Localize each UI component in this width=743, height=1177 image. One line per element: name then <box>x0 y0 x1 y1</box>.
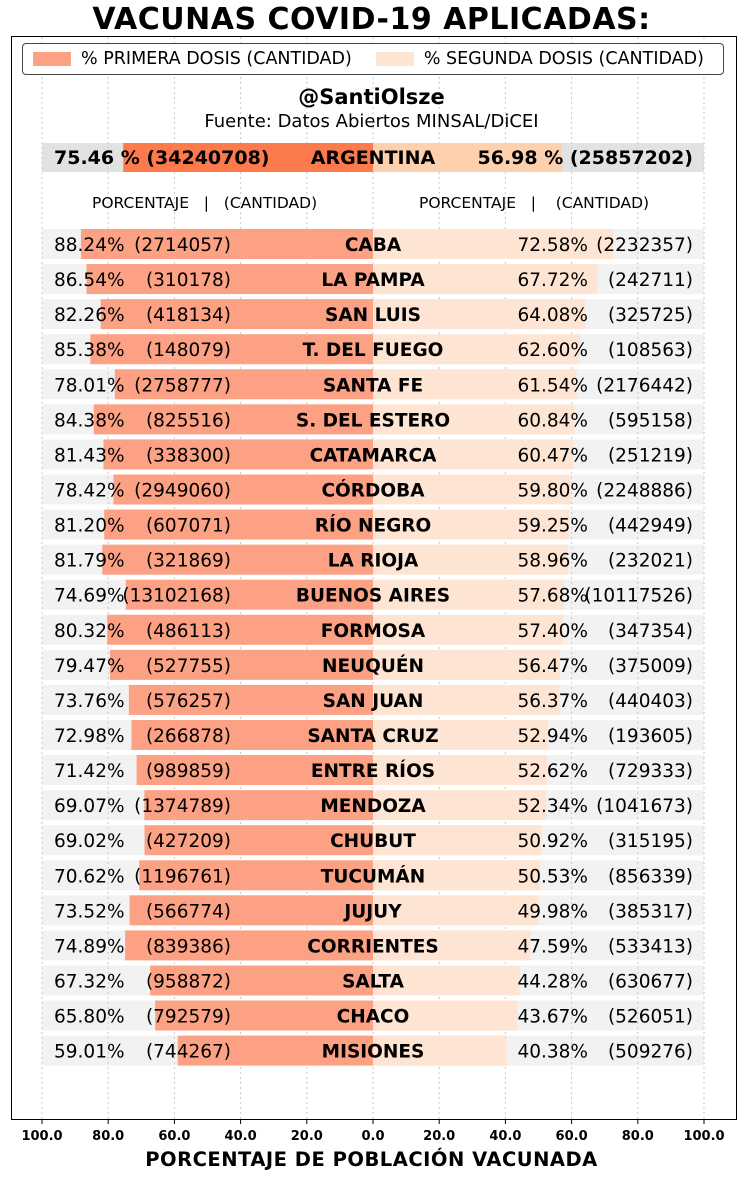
label-second-dose-pct: 57.68% <box>517 585 588 607</box>
label-first-dose-qty: (2949060) <box>134 480 231 502</box>
label-first-dose-qty: (576257) <box>145 690 231 712</box>
province-name: JUJUY <box>344 901 402 923</box>
label-second-dose-pct: 50.92% <box>517 831 588 853</box>
x-tick-label: 60.0 <box>555 1129 588 1144</box>
label-first-dose-qty: (266878) <box>145 725 231 747</box>
label-second-dose-qty: (1041673) <box>596 796 693 818</box>
province-name: CORRIENTES <box>307 936 439 958</box>
label-first-dose-pct: 69.02% <box>54 831 125 853</box>
label-second-dose-qty: (440403) <box>607 690 693 712</box>
province-name: CHACO <box>336 1006 410 1028</box>
province-name: TUCUMÁN <box>320 866 426 888</box>
province-name: SANTA FE <box>322 375 424 397</box>
label-second-dose-pct: 40.38% <box>517 1041 588 1063</box>
label-first-dose-pct: 78.01% <box>54 375 125 397</box>
label-first-dose-qty: (989859) <box>145 761 231 783</box>
label-second-dose-qty: (232021) <box>607 550 693 572</box>
legend-label-first-dose: % PRIMERA DOSIS (CANTIDAD) <box>81 49 352 69</box>
label-second-dose-qty: (533413) <box>607 936 693 958</box>
province-name: SAN LUIS <box>325 305 421 327</box>
label-second-dose-pct: 52.62% <box>517 761 588 783</box>
label-first-dose-qty: (486113) <box>145 620 231 642</box>
label-second-dose-pct: 60.47% <box>517 445 588 467</box>
label-first-dose-pct: 84.38% <box>54 410 125 432</box>
label-second-dose-qty: (347354) <box>607 620 693 642</box>
label-first-dose-qty: (321869) <box>145 550 231 572</box>
label-second-dose-pct: 52.94% <box>517 725 588 747</box>
label-first-dose-pct: 81.20% <box>54 515 125 537</box>
label-second-dose-qty: (509276) <box>607 1041 693 1063</box>
label-second-dose-qty: (729333) <box>607 761 693 783</box>
province-name: CHUBUT <box>330 831 416 853</box>
label-second-dose-pct: 47.59% <box>517 936 588 958</box>
label-first-dose-pct: 85.38% <box>54 340 125 362</box>
label-second-dose-qty: (251219) <box>607 445 693 467</box>
label-first-dose-qty: (1374789) <box>134 796 231 818</box>
label-second-dose-qty: (315195) <box>607 831 693 853</box>
label-first-dose-qty: (958872) <box>145 971 231 993</box>
province-name: NEUQUÉN <box>321 655 425 677</box>
label-second-dose-qty: (325725) <box>607 305 693 327</box>
label-first-dose-qty: (427209) <box>145 831 231 853</box>
label-second-dose-pct: 49.98% <box>517 901 588 923</box>
label-second-dose-pct: 72.58% <box>517 235 588 256</box>
province-name: RÍO NEGRO <box>314 515 432 537</box>
label-first-dose-qty: (1196761) <box>134 866 231 888</box>
label-first-dose-pct: 73.76% <box>54 690 125 712</box>
label-first-dose-pct: 78.42% <box>54 480 125 502</box>
label-second-dose-pct: 59.80% <box>517 480 588 502</box>
label-first-dose-pct: 80.32% <box>54 620 125 642</box>
label-second-dose-qty: (242711) <box>607 270 693 292</box>
x-tick-labels <box>21 1119 724 1144</box>
total-name: ARGENTINA <box>310 147 436 169</box>
label-second-dose-qty: (526051) <box>607 1006 693 1028</box>
data-source: Fuente: Datos Abiertos MINSAL/DiCEI <box>204 111 539 132</box>
label-first-dose-pct: 67.32% <box>54 971 125 993</box>
legend-swatch-second-dose <box>376 52 414 66</box>
label-second-dose-pct: 60.84% <box>517 410 588 432</box>
legend-item-first-dose <box>33 49 352 69</box>
label-second-dose-qty: (442949) <box>607 515 693 537</box>
province-name: T. DEL FUEGO <box>302 340 444 362</box>
label-second-dose-pct: 50.53% <box>517 866 588 888</box>
x-tick-label: 20.0 <box>290 1129 323 1144</box>
label-second-dose-qty: (10117526) <box>584 585 693 607</box>
label-first-dose-pct: 73.52% <box>54 901 125 923</box>
label-first-dose-qty: (2714057) <box>134 235 231 256</box>
label-first-dose-qty: (527755) <box>145 655 231 677</box>
province-name: LA RIOJA <box>327 550 419 572</box>
label-second-dose-pct: 67.72% <box>517 270 588 292</box>
label-first-dose-qty: (744267) <box>145 1041 231 1063</box>
label-first-dose-qty: (148079) <box>145 340 231 362</box>
label-first-dose-pct: 72.98% <box>54 725 125 747</box>
label-first-dose-pct: 71.42% <box>54 761 125 783</box>
label-second-dose-qty: (2232357) <box>596 235 693 256</box>
label-first-dose-pct: 88.24% <box>54 235 125 256</box>
province-name: MENDOZA <box>320 796 426 818</box>
label-first-dose-qty: (566774) <box>145 901 231 923</box>
author-handle: @SantiOlsze <box>298 85 445 109</box>
label-second-dose-pct: 56.37% <box>517 690 588 712</box>
label-first-dose-pct: 69.07% <box>54 796 125 818</box>
province-name: CATAMARCA <box>309 445 437 467</box>
legend <box>22 43 724 75</box>
label-second-dose-pct: 62.60% <box>517 340 588 362</box>
province-name: BUENOS AIRES <box>295 585 451 607</box>
legend-swatch-first-dose <box>33 52 71 66</box>
province-name: LA PAMPA <box>321 270 425 292</box>
x-tick-label: 60.0 <box>158 1129 191 1144</box>
x-tick-label: 40.0 <box>489 1129 522 1144</box>
label-first-dose-pct: 86.54% <box>54 270 125 292</box>
x-tick-label: 100.0 <box>683 1129 725 1144</box>
province-name: ENTRE RÍOS <box>310 761 436 783</box>
label-first-dose-pct: 81.79% <box>54 550 125 572</box>
province-name: SALTA <box>342 971 404 993</box>
label-second-dose-qty: (375009) <box>607 655 693 677</box>
label-first-dose-pct: 70.62% <box>54 866 125 888</box>
column-header-second-dose: PORCENTAJE | (CANTIDAD) <box>419 194 650 212</box>
label-first-dose-pct: 74.69% <box>54 585 125 607</box>
province-name: CÓRDOBA <box>321 480 425 502</box>
province-name: SANTA CRUZ <box>307 725 439 747</box>
label-first-dose-qty: (338300) <box>145 445 231 467</box>
x-tick-label: 80.0 <box>92 1129 125 1144</box>
label-first-dose-pct: 82.26% <box>54 305 125 327</box>
label-second-dose-pct: 64.08% <box>517 305 588 327</box>
label-second-dose-pct: 61.54% <box>517 375 588 397</box>
label-second-dose-qty: (385317) <box>607 901 693 923</box>
x-tick-label: 0.0 <box>361 1129 385 1144</box>
label-first-dose-qty: (607071) <box>145 515 231 537</box>
label-first-dose-qty: (418134) <box>145 305 231 327</box>
label-first-dose-pct: 65.80% <box>54 1006 125 1028</box>
x-axis-label: PORCENTAJE DE POBLACIÓN VACUNADA <box>145 1148 598 1171</box>
label-second-dose-qty: (108563) <box>607 340 693 362</box>
label-first-dose-qty: (13102168) <box>122 585 231 607</box>
column-header-first-dose: PORCENTAJE | (CANTIDAD) <box>92 194 318 212</box>
total-label-second-dose: 56.98 % (25857202) <box>477 147 693 169</box>
label-second-dose-pct: 58.96% <box>517 550 588 572</box>
label-first-dose-pct: 79.47% <box>54 655 125 677</box>
legend-label-second-dose: % SEGUNDA DOSIS (CANTIDAD) <box>423 49 704 69</box>
total-label-first-dose: 75.46 % (34240708) <box>54 147 270 169</box>
province-name: S. DEL ESTERO <box>295 410 451 432</box>
label-second-dose-pct: 59.25% <box>517 515 588 537</box>
label-second-dose-pct: 44.28% <box>517 971 588 993</box>
province-name: FORMOSA <box>320 620 426 642</box>
province-name: MISIONES <box>321 1041 425 1063</box>
label-second-dose-qty: (2248886) <box>596 480 693 502</box>
label-second-dose-pct: 52.34% <box>517 796 588 818</box>
legend-item-second-dose <box>376 49 704 69</box>
x-tick-label: 20.0 <box>423 1129 456 1144</box>
label-first-dose-qty: (792579) <box>145 1006 231 1028</box>
x-tick-label: 80.0 <box>621 1129 654 1144</box>
label-first-dose-pct: 74.89% <box>54 936 125 958</box>
province-name: CABA <box>344 235 402 256</box>
label-second-dose-pct: 56.47% <box>517 655 588 677</box>
chart-title: VACUNAS COVID-19 APLICADAS: <box>92 2 651 37</box>
label-second-dose-qty: (630677) <box>607 971 693 993</box>
label-second-dose-qty: (2176442) <box>596 375 693 397</box>
label-second-dose-pct: 57.40% <box>517 620 588 642</box>
label-second-dose-qty: (856339) <box>607 866 693 888</box>
label-first-dose-qty: (2758777) <box>134 375 231 397</box>
province-name: SAN JUAN <box>322 690 424 712</box>
label-first-dose-qty: (825516) <box>145 410 231 432</box>
x-tick-label: 100.0 <box>21 1129 63 1144</box>
label-first-dose-pct: 59.01% <box>54 1041 125 1063</box>
x-tick-label: 40.0 <box>224 1129 257 1144</box>
label-second-dose-qty: (193605) <box>607 725 693 747</box>
label-first-dose-qty: (310178) <box>145 270 231 292</box>
label-first-dose-qty: (839386) <box>145 936 231 958</box>
label-second-dose-qty: (595158) <box>607 410 693 432</box>
label-second-dose-pct: 43.67% <box>517 1006 588 1028</box>
label-first-dose-pct: 81.43% <box>54 445 125 467</box>
